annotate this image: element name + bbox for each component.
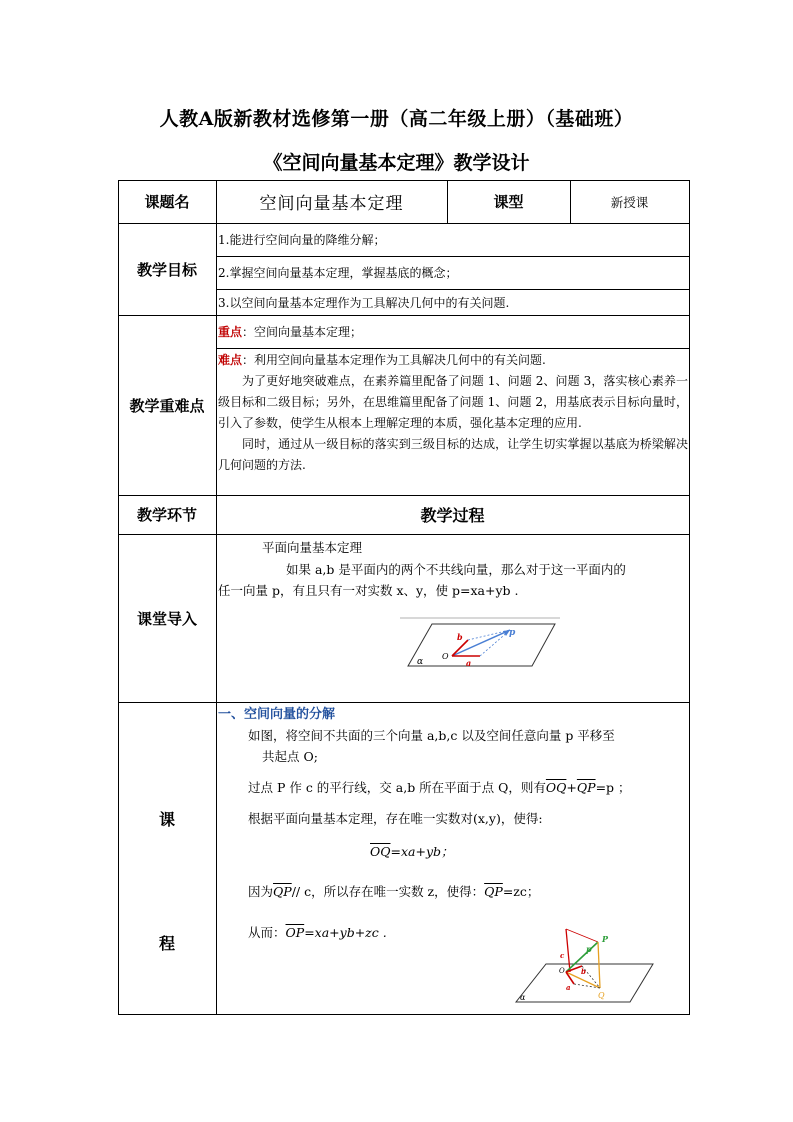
fig2-label-a: a (566, 983, 571, 992)
vec-QP: $\overline{QP}$ (576, 780, 596, 795)
difficulty-para-2: 同时，通过从一级目标的落实到三级目标的达成，让学生切实掌握以基底为桥梁解决几何问题的方法. (218, 437, 688, 472)
fig1-plane (408, 624, 555, 666)
l6-c: // c，所以存在唯一实数 z，使得： (291, 884, 485, 899)
fig1-label-p: p (509, 628, 516, 638)
vec-OP: $\overline{OP}$ (285, 925, 305, 940)
fig2-label-P: P (602, 934, 609, 944)
vec-QP-2: $\overline{QP}$ (273, 884, 292, 899)
fig2-label-c: c (560, 951, 565, 960)
intro-label: 课堂导入 (136, 609, 197, 628)
l3-text: 过点 P 作 c 的平行线，交 a,b 所在平面于点 Q，则有 (248, 780, 546, 795)
document-title: 人教A版新教材选修第一册（高二年级上册）（基础班） (159, 108, 634, 130)
difficulty-block (218, 350, 688, 476)
fig2-label-b: b (581, 967, 586, 976)
intro-line-3: 任一向量 p，有且只有一对实数 x、y，使 p=xa+yb . (218, 583, 519, 598)
goal-item-1: 1.能进行空间向量的降维分解； (218, 233, 386, 247)
fig2-label-p: p (586, 944, 592, 954)
l6-a: 因为 (248, 884, 274, 899)
fig1-label-O: O (442, 652, 449, 661)
goal-item-2: 2.掌握空间向量基本定理，掌握基底的概念； (218, 266, 458, 280)
intro-line-1: 平面向量基本定理 (262, 540, 363, 555)
l6-e: =zc； (502, 884, 540, 899)
difficulty-para-1: 为了更好地突破难点，在素养篇里配备了问题 1、问题 2、问题 3，落实核心素养一级目标和二级目标；另外，在思维篇里配备了问题 1、问题 2，用基底表示目标向量时，引入了参数，使学生从根本上理解定理的本质，强化基本定理的应用. (218, 374, 688, 430)
section-title: 教学过程 (420, 506, 485, 525)
process-line-6 (248, 881, 539, 902)
vec-OQ-2: $\overline{OQ}$ (370, 844, 391, 859)
l5-eq: =xa+yb； (390, 844, 454, 859)
key-tag: 重点 (218, 325, 243, 339)
plane-vector-figure (400, 610, 560, 672)
topic-value: 空间向量基本定理 (259, 194, 404, 214)
fig2-label-alpha: α (520, 993, 526, 1002)
process-line-2: 共起点 O; (262, 749, 318, 764)
process-label-bottom: 程 (158, 933, 175, 953)
fig1-label-a: a (466, 658, 472, 668)
vec-QP-3: $\overline{QP}$ (484, 884, 503, 899)
l7-a: 从而： (248, 925, 286, 940)
fig2-edge-1 (566, 929, 598, 942)
process-line-1: 如图，将空间不共面的三个向量 a,b,c 以及空间任意向量 p 平移至 (248, 728, 615, 743)
process-line-4: 根据平面向量基本定理，存在唯一实数对(x,y)，使得: (248, 811, 543, 826)
key-point (218, 323, 688, 341)
fig2-label-Q: Q (598, 991, 605, 1000)
topic-label: 课题名 (144, 193, 190, 211)
section-label: 教学环节 (136, 506, 197, 524)
fig2-label-O: O (559, 967, 565, 975)
l3-end: =p ； (595, 780, 631, 795)
keypoints-label: 教学重难点 (129, 396, 205, 415)
fig1-label-b: b (457, 632, 463, 642)
process-label-top: 课 (158, 809, 175, 829)
key-text: ：空间向量基本定理； (242, 325, 363, 339)
fig1-label-alpha: α (417, 657, 424, 667)
vec-OQ: $\overline{OQ}$ (545, 780, 567, 795)
goal-item-3: 3.以空间向量基本定理作为工具解决几何中的有关问题. (218, 296, 510, 310)
fig1-dash-1 (468, 630, 510, 640)
process-line-5 (370, 841, 454, 862)
fig1-vector-b (452, 640, 468, 656)
l7-c: =xa+yb+zc . (304, 925, 387, 940)
process-heading: 一、空间向量的分解 (218, 707, 336, 722)
intro-line-2: 如果 a,b 是平面内的两个不共线向量，那么对于这一平面内的 (286, 562, 626, 577)
diff-text: ：利用空间向量基本定理作为工具解决几何中的有关问题. (242, 353, 546, 367)
process-line-7 (248, 922, 387, 943)
process-line-3 (248, 777, 631, 798)
fig2-vector-c (566, 929, 570, 972)
type-value: 新授课 (610, 194, 649, 210)
space-vector-figure (508, 924, 658, 1006)
document-subtitle: 《空间向量基本定理》教学设计 (263, 152, 530, 174)
fig2-QP (598, 942, 600, 988)
diff-tag: 难点 (218, 353, 243, 367)
fig1-dash-2 (480, 630, 510, 656)
l3-plus: + (566, 780, 577, 795)
goals-label: 教学目标 (136, 260, 197, 279)
type-label: 课型 (493, 193, 524, 211)
